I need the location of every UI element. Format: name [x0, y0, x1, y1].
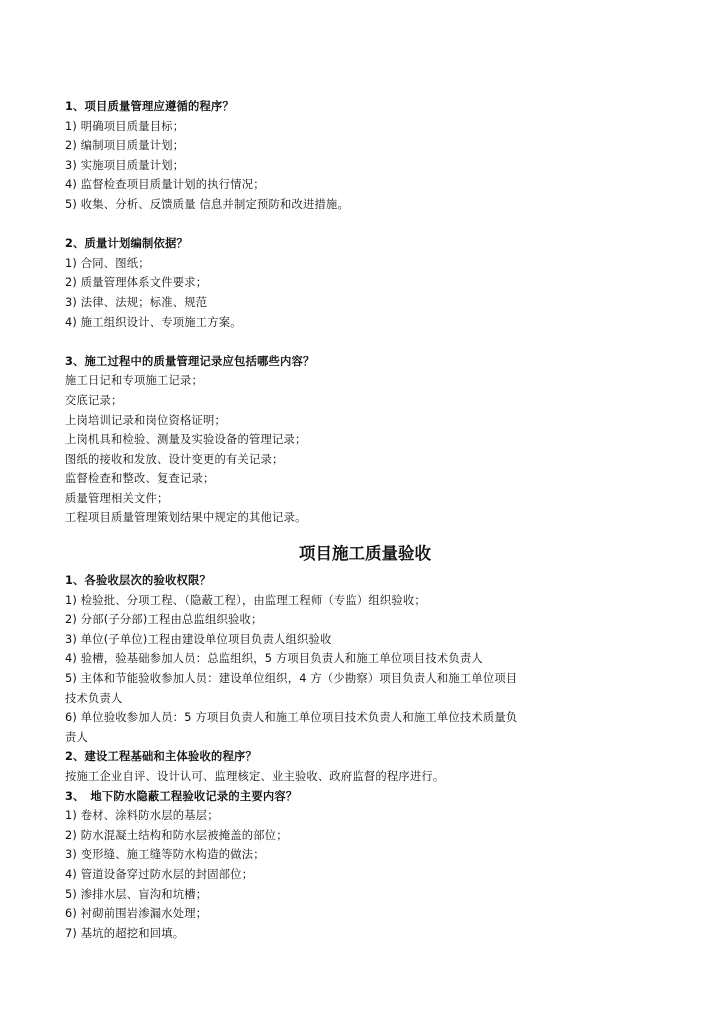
- section-quality-procedure: [65, 97, 665, 215]
- section-title: 项目施工质量验收: [299, 544, 431, 564]
- list-item: 4) 施工组织设计、专项施工方案。: [65, 315, 242, 329]
- section-acceptance-authority: [65, 571, 665, 747]
- list-item-continuation: 责人: [65, 730, 88, 744]
- list-item-continuation: 技术负责人: [65, 691, 123, 705]
- list-item: 1) 合同、图纸；: [65, 256, 150, 270]
- spacer: [65, 332, 665, 352]
- list-item: 5) 收集、分析、反馈质量 信息并制定预防和改进措施。: [65, 197, 350, 211]
- list-item: 监督检查和整改、复查记录；: [65, 472, 215, 486]
- section-quality-records: [65, 352, 665, 528]
- list-item: 上岗培训记录和岗位资格证明；: [65, 413, 226, 427]
- list-item: 7) 基坑的超挖和回填。: [65, 926, 185, 940]
- list-item: 施工日记和专项施工记录；: [65, 374, 203, 388]
- list-item: 工程项目质量管理策划结果中规定的其他记录。: [65, 511, 307, 525]
- document-content: [65, 97, 665, 943]
- question-heading: 2、质量计划编制依据？: [65, 237, 189, 251]
- list-item: 质量管理相关文件；: [65, 491, 169, 505]
- list-item: 4) 管道设备穿过防水层的封固部位；: [65, 867, 254, 881]
- list-item: 图纸的接收和发放、设计变更的有关记录；: [65, 452, 284, 466]
- list-item: 3) 单位(子单位)工程由建设单位项目负责人组织验收: [65, 632, 332, 646]
- list-item: 2) 质量管理体系文件要求；: [65, 276, 208, 290]
- question-heading: 1、项目质量管理应遵循的程序？: [65, 100, 235, 113]
- list-item: 3) 实施项目质量计划；: [65, 158, 185, 172]
- list-item: 上岗机具和检验、测量及实验设备的管理记录；: [65, 433, 307, 447]
- section-waterproof-records: [65, 787, 665, 944]
- section-quality-plan-basis: [65, 234, 665, 332]
- list-item: 1) 明确项目质量目标；: [65, 119, 185, 133]
- list-item: 5) 主体和节能验收参加人员：建设单位组织，4 方（少勘察）项目负责人和施工单位项目: [65, 672, 518, 686]
- question-heading: 3、 地下防水隐蔽工程验收记录的主要内容？: [65, 789, 298, 803]
- list-item: 6) 衬砌前围岩渗漏水处理；: [65, 907, 208, 921]
- spacer: [65, 215, 665, 235]
- question-heading: 1、各验收层次的验收权限？: [65, 574, 212, 588]
- question-heading: 2、建设工程基础和主体验收的程序？: [65, 750, 258, 764]
- list-item: 3) 变形缝、施工缝等防水构造的做法；: [65, 848, 265, 862]
- list-item: 1) 卷材、涂料防水层的基层；: [65, 809, 219, 823]
- list-item: 4) 验槽，验基础参加人员：总监组织，5 方项目负责人和施工单位项目技术负责人: [65, 652, 483, 666]
- list-item: 2) 分部(子分部)工程由总监组织验收；: [65, 613, 263, 627]
- list-item: 5) 渗排水层、盲沟和坑槽；: [65, 887, 208, 901]
- list-item: 按施工企业自评、设计认可、监理核定、业主验收、政府监督的程序进行。: [65, 770, 445, 783]
- list-item: 2) 防水混凝土结构和防水层被掩盖的部位；: [65, 828, 288, 842]
- list-item: 1) 检验批、分项工程、（隐蔽工程），由监理工程师（专监）组织验收；: [65, 593, 426, 607]
- list-item: 2) 编制项目质量计划；: [65, 139, 185, 153]
- question-heading: 3、施工过程中的质量管理记录应包括哪些内容？: [65, 354, 315, 368]
- list-item: 交底记录；: [65, 393, 123, 407]
- list-item: 4) 监督检查项目质量计划的执行情况；: [65, 178, 265, 192]
- list-item: 3) 法律、法规；标准、规范: [65, 295, 208, 309]
- list-item: 6) 单位验收参加人员：5 方项目负责人和施工单位项目技术负责人和施工单位技术质量负: [65, 711, 518, 725]
- section-foundation-acceptance: [65, 747, 665, 786]
